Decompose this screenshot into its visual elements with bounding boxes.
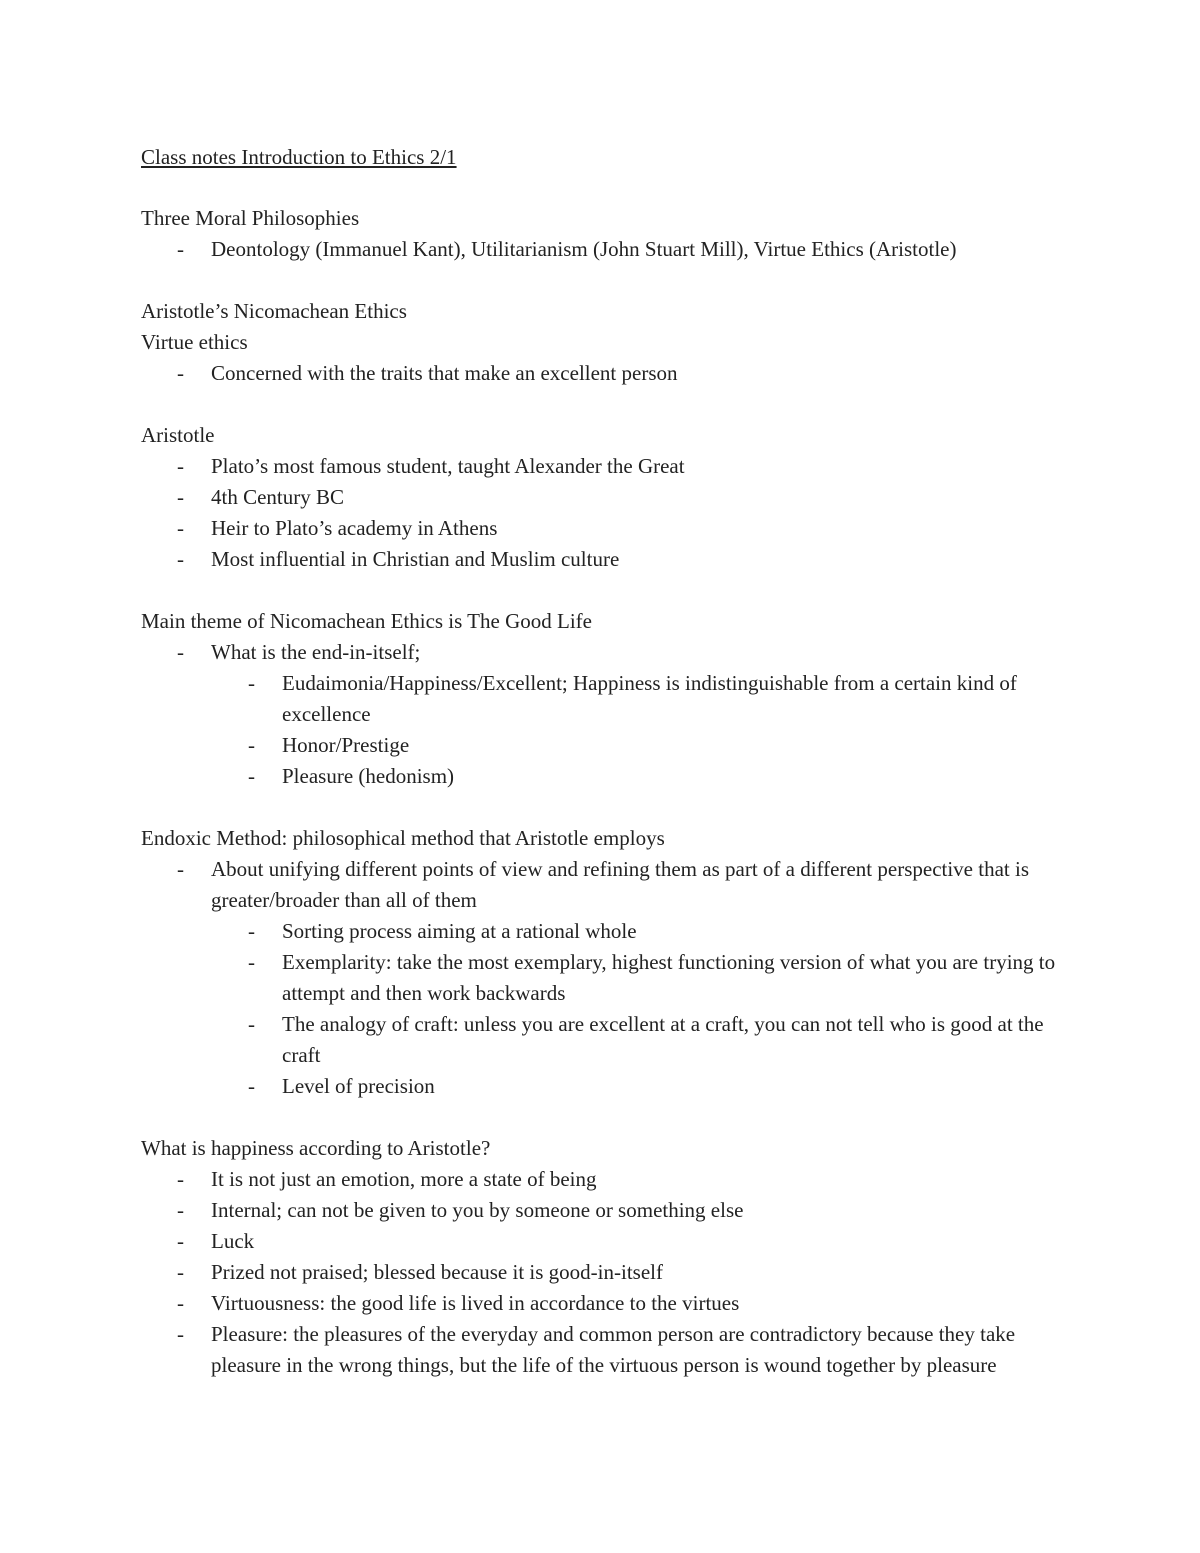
bullet-text: Deontology (Immanuel Kant), Utilitarianism (John Stuart Mill), Virtue Ethics (Aristotle) bbox=[211, 237, 957, 261]
bullet-dash: - bbox=[248, 1012, 255, 1036]
bullet-dash: - bbox=[248, 1074, 255, 1098]
bullet-item bbox=[141, 1195, 1061, 1226]
bullet-dash: - bbox=[177, 485, 184, 509]
notes-section bbox=[141, 203, 1061, 265]
bullet-dash: - bbox=[177, 237, 184, 261]
bullet-text: Exemplarity: take the most exemplary, highest functioning version of what you are trying to attempt and then work backwards bbox=[282, 950, 1056, 1005]
section-gap bbox=[141, 1102, 1061, 1133]
bullet-item bbox=[141, 482, 1061, 513]
bullet-text: Luck bbox=[211, 1229, 255, 1253]
section-heading: Aristotle’s Nicomachean Ethics bbox=[141, 299, 407, 323]
section-heading: Virtue ethics bbox=[141, 330, 248, 354]
bullet-text: Most influential in Christian and Muslim culture bbox=[211, 547, 620, 571]
bullet-text: Concerned with the traits that make an excellent person bbox=[211, 361, 678, 385]
notes-section bbox=[141, 823, 1061, 1102]
bullet-item bbox=[141, 358, 1061, 389]
bullet-dash: - bbox=[177, 1229, 184, 1253]
bullet-item bbox=[141, 1226, 1061, 1257]
document-title: Class notes Introduction to Ethics 2/1 bbox=[141, 145, 457, 169]
sub-bullet-item bbox=[141, 761, 1061, 792]
bullet-dash: - bbox=[248, 919, 255, 943]
sub-bullet-item bbox=[141, 730, 1061, 761]
bullet-dash: - bbox=[177, 1291, 184, 1315]
section-heading: Three Moral Philosophies bbox=[141, 206, 360, 230]
section-gap bbox=[141, 575, 1061, 606]
bullet-text: Honor/Prestige bbox=[282, 733, 410, 757]
sub-bullet-item bbox=[141, 1071, 1061, 1102]
bullet-dash: - bbox=[177, 361, 184, 385]
notes-section bbox=[141, 296, 1061, 389]
bullet-text: Level of precision bbox=[282, 1074, 435, 1098]
notes-body bbox=[141, 203, 1061, 1381]
bullet-item bbox=[141, 637, 1061, 668]
bullet-dash: - bbox=[248, 671, 255, 695]
bullet-text: Heir to Plato’s academy in Athens bbox=[211, 516, 498, 540]
bullet-text: About unifying different points of view and refining them as part of a different perspective that is greater/broader than all of them bbox=[211, 857, 1029, 912]
section-heading: Aristotle bbox=[141, 423, 215, 447]
bullet-dash: - bbox=[177, 1198, 184, 1222]
section-heading: Endoxic Method: philosophical method that Aristotle employs bbox=[141, 826, 665, 850]
bullet-item bbox=[141, 234, 1061, 265]
bullet-text: Pleasure: the pleasures of the everyday and common person are contradictory because they take pleasure in the wrong things, but the life of the virtuous person is wound together by pleasure bbox=[211, 1322, 1016, 1377]
bullet-dash: - bbox=[177, 640, 184, 664]
bullet-item bbox=[141, 1319, 1061, 1381]
bullet-text: The analogy of craft: unless you are excellent at a craft, you can not tell who is good at the craft bbox=[282, 1012, 1044, 1067]
section-gap bbox=[141, 265, 1061, 296]
bullet-text: Sorting process aiming at a rational whole bbox=[282, 919, 637, 943]
bullet-item bbox=[141, 513, 1061, 544]
notes-section bbox=[141, 420, 1061, 575]
bullet-text: Eudaimonia/Happiness/Excellent; Happiness is indistinguishable from a certain kind of excellence bbox=[282, 671, 1017, 726]
section-heading: What is happiness according to Aristotle? bbox=[141, 1136, 491, 1160]
notes-section bbox=[141, 606, 1061, 792]
section-heading: Main theme of Nicomachean Ethics is The Good Life bbox=[141, 609, 592, 633]
bullet-item bbox=[141, 854, 1061, 916]
bullet-dash: - bbox=[248, 733, 255, 757]
bullet-item bbox=[141, 1257, 1061, 1288]
sub-bullet-item bbox=[141, 947, 1061, 1009]
bullet-item bbox=[141, 1164, 1061, 1195]
bullet-dash: - bbox=[177, 516, 184, 540]
notes-section bbox=[141, 1133, 1061, 1381]
bullet-item bbox=[141, 544, 1061, 575]
bullet-text: What is the end-in-itself; bbox=[211, 640, 421, 664]
section-gap bbox=[141, 792, 1061, 823]
bullet-text: Pleasure (hedonism) bbox=[282, 764, 455, 788]
sub-bullet-item bbox=[141, 916, 1061, 947]
bullet-dash: - bbox=[177, 1167, 184, 1191]
bullet-item bbox=[141, 451, 1061, 482]
bullet-text: Prized not praised; blessed because it is good-in-itself bbox=[211, 1260, 663, 1284]
bullet-dash: - bbox=[177, 1260, 184, 1284]
section-gap bbox=[141, 389, 1061, 420]
bullet-dash: - bbox=[177, 454, 184, 478]
bullet-dash: - bbox=[177, 1322, 184, 1346]
sub-bullet-item bbox=[141, 1009, 1061, 1071]
bullet-text: It is not just an emotion, more a state of being bbox=[211, 1167, 597, 1191]
bullet-dash: - bbox=[177, 857, 184, 881]
bullet-dash: - bbox=[177, 547, 184, 571]
bullet-text: 4th Century BC bbox=[211, 485, 345, 509]
bullet-item bbox=[141, 1288, 1061, 1319]
bullet-dash: - bbox=[248, 950, 255, 974]
bullet-text: Virtuousness: the good life is lived in accordance to the virtues bbox=[211, 1291, 740, 1315]
bullet-text: Plato’s most famous student, taught Alexander the Great bbox=[211, 454, 685, 478]
bullet-dash: - bbox=[248, 764, 255, 788]
bullet-text: Internal; can not be given to you by someone or something else bbox=[211, 1198, 744, 1222]
sub-bullet-item bbox=[141, 668, 1061, 730]
